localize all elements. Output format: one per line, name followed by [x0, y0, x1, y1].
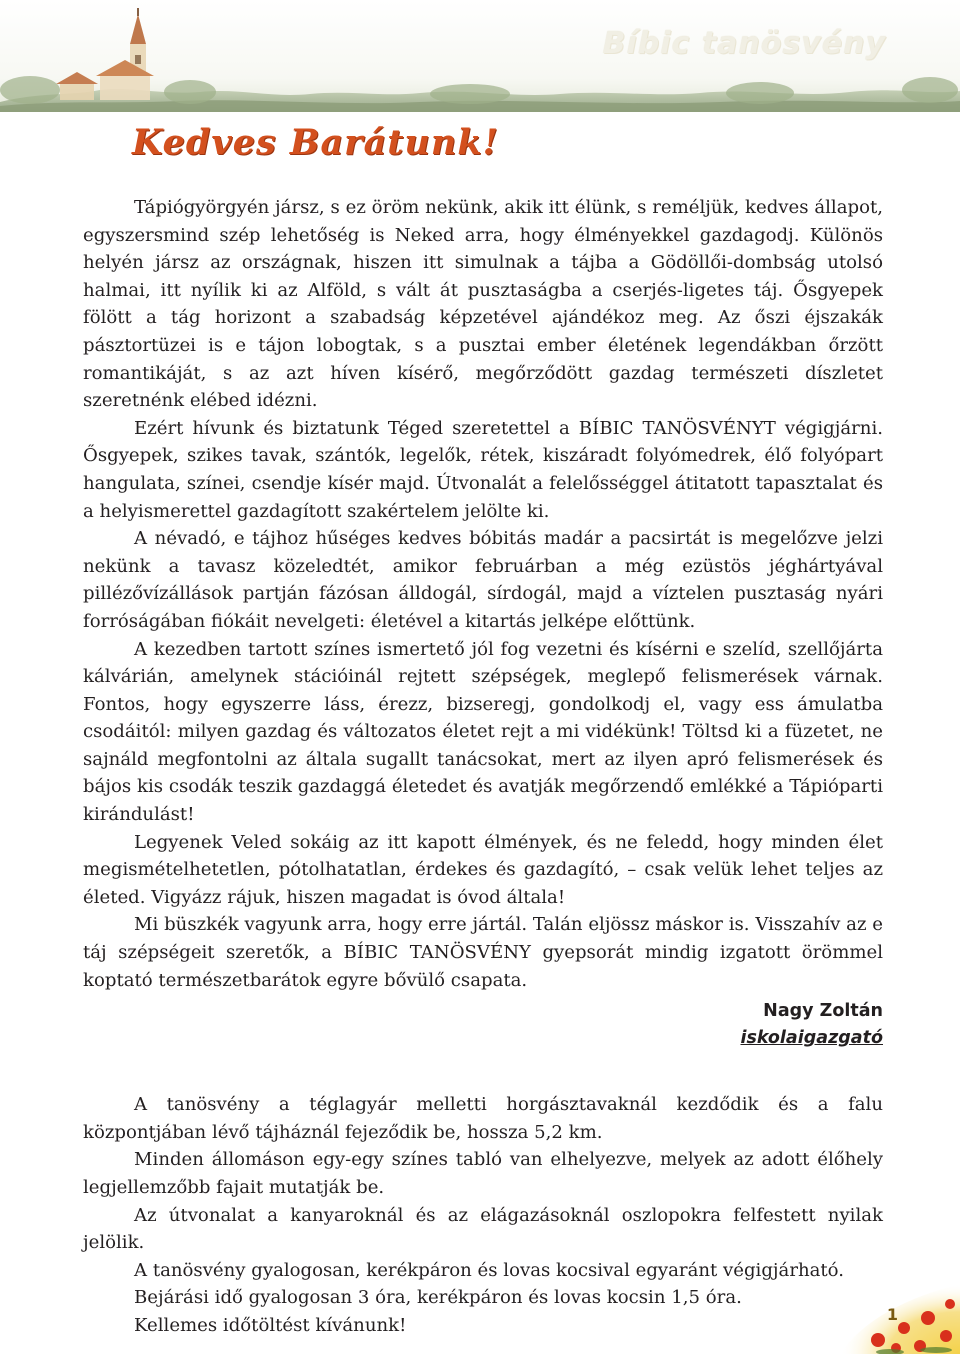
info-paragraph: Bejárási idő gyalogosan 3 óra, kerékpáron és lovas kocsin 1,5 óra.	[134, 1287, 742, 1309]
poppy-field-icon	[800, 1274, 960, 1354]
paragraph: A kezedben tartott színes ismertető jól fog vezetni és kísérni e szelíd, szellőjárta kálvárián, amelynek stációinál rejtett szépségek, meglepő felismerések várnak. Fontos, hogy egyszerre láss, érezz, bizseregj, gondolkodj el, vagy ess ámulatba csodáitól: milyen gazdag és változatos életet rejt a mi vidékünk! Töltsd ki a füzetet, ne sajnáld megfontolni az általa sugallt tanácsokat, mert az ilyen apró felismerések és bájos kis csodák teszik gazdaggá életedet és avatják megőrzendő emlékké a Tápióparti kirándulást!	[83, 638, 883, 826]
flower-corner-illustration	[800, 1274, 960, 1354]
greeting-heading: Kedves Barátunk!	[132, 122, 499, 163]
header-title: Bíbic tanösvény	[602, 26, 886, 61]
info-paragraph: Minden állomáson egy-egy színes tabló van elhelyezve, melyek az adott élőhely legjellemzőbb fajait mutatják be.	[83, 1149, 883, 1198]
paragraph: Ezért hívunk és biztatunk Téged szeretettel a BÍBIC TANÖSVÉNYT végigjárni. Ősgyepek, szikes tavak, szántók, legelők, rétek, kiszáradt folyómedrek, élő folyópart hangulata, színei, csendje kísér majd. Útvonalát a felelősséggel átitatott tapasztalat és a helyismerettel gazdagított szakértelem jelölte ki.	[83, 417, 883, 522]
info-paragraph: Az útvonalat a kanyaroknál és az elágazásoknál oszlopokra felfestett nyilak jelölik.	[83, 1204, 883, 1254]
signature-name: Nagy Zoltán	[763, 1001, 883, 1022]
paragraph: Legyenek Veled sokáig az itt kapott élmények, és ne feledd, hogy minden élet megismételhetetlen, pótolhatatlan, érdekes és gazdagító, – csak velük lehet teljes az életed. Vigyázz rájuk, hiszen magadat is óvod általa!	[83, 831, 883, 908]
info-paragraph: A tanösvény gyalogosan, kerékpáron és lovas kocsival egyaránt végigjárható.	[134, 1259, 845, 1281]
paragraph: A névadó, e tájhoz hűséges kedves bóbitás madár a pacsirtát is megelőzve jelzi nekünk a tavasz közeledtét, amikor februárban a még ezüstös jéghártyával pillézővízállások partján fázósan álldogál, sírdogál, majd a víztelen pusztaság nyári forróságában fiókáit nevelgeti: életével a kitartás jelképe előttünk.	[83, 528, 883, 632]
paragraph: Tápiógyörgyén jársz, s ez öröm nekünk, akik itt élünk, s reméljük, kedves állapot, egyszersmind szép lehetőség is Neked arra, hogy élményekkel gazdagodj. Különös helyén jársz az országnak, hiszen itt simulnak a tájba a Gödöllői-dombság utolsó halmai, itt nyílik ki az Alföld, s vált át pusztaságba a cserjés-ligetes táj. Ősgyepek fölött a tág horizont a szabadság képzetével ajándékoz meg. Az őszi éjszakák pásztortüzei is e tájon lobogtak, s a pusztai ember életének legendákban őrzött romantikáját, s az azt híven kísérő, megőrződött gazdag természeti díszletet szeretnénk elébed idézni.	[83, 197, 883, 412]
info-paragraph: Kellemes időtöltést kívánunk!	[134, 1314, 407, 1336]
letter-body	[83, 194, 883, 1340]
paragraph: Mi büszkék vagyunk arra, hogy erre jártál. Talán eljössz máskor is. Visszahív az e táj szépségeit szeretők, a BÍBIC TANÖSVÉNY gyepsorát mindig izgatott örömmel koptató természetbarátok egyre bővülő csapata.	[83, 914, 883, 991]
page-number: 1	[886, 1305, 898, 1324]
signature-role: iskolaigazgató	[740, 1028, 883, 1049]
signature-block	[83, 998, 883, 1052]
info-paragraph: A tanösvény a téglagyár melletti horgásztavaknál kezdődik és a falu központjában lévő tájháznál fejeződik be, hossza 5,2 km.	[83, 1094, 883, 1143]
